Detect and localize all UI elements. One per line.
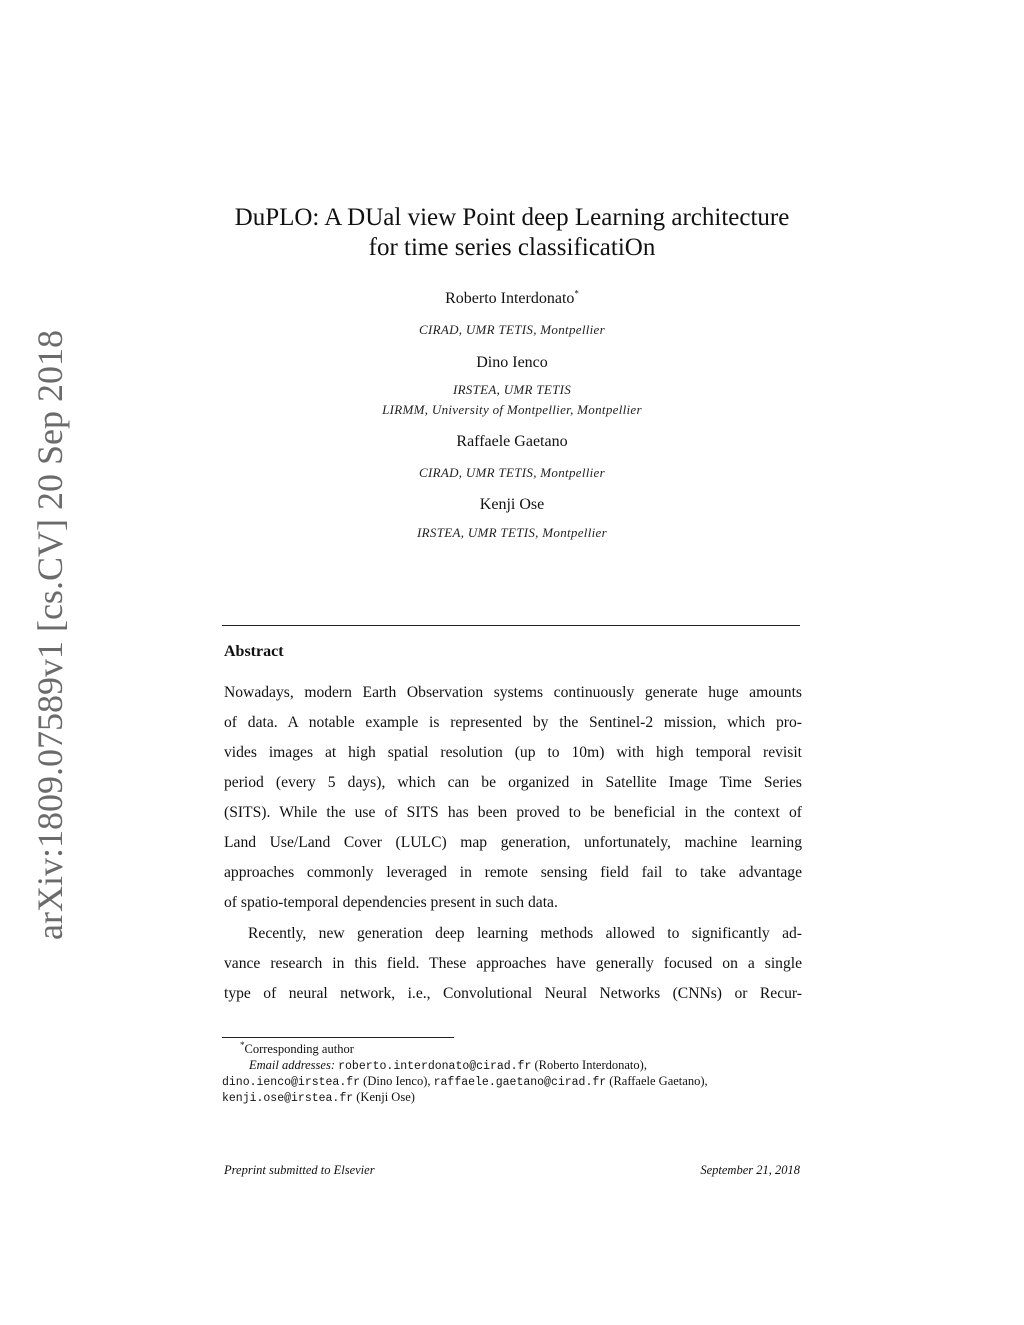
abstract-line: type of neural network, i.e., Convolutional Neural Networks (CNNs) or Recur-	[224, 985, 802, 1002]
footnote-emails-line-2: dino.ienco@irstea.fr (Dino Ienco), raffaele.gaetano@cirad.fr (Raffaele Gaetano),	[222, 1074, 708, 1089]
title-line-1: DuPLO: A DUal view Point deep Learning architecture	[234, 204, 790, 231]
author-name: Raffaele Gaetano	[456, 433, 568, 450]
author-name: Kenji Ose	[479, 496, 545, 513]
abstract-line: of data. A notable example is represented by the Sentinel-2 mission, which pro-	[224, 714, 802, 731]
footer-date: September 21, 2018	[700, 1163, 800, 1177]
abstract-line: of spatio-temporal dependencies present in such data.	[224, 894, 558, 911]
author-name: Dino Ienco	[476, 354, 548, 371]
abstract-top-rule	[222, 625, 800, 626]
author-name: Roberto Interdonato*	[445, 288, 579, 307]
author-affiliation: IRSTEA, UMR TETIS	[452, 382, 572, 397]
abstract-heading: Abstract	[224, 643, 284, 660]
title-line-2: for time series classificatiOn	[368, 234, 656, 261]
abstract-line: (SITS). While the use of SITS has been proved to be beneficial in the context of	[224, 804, 802, 821]
abstract-line: vides images at high spatial resolution (up to 10m) with high temporal revisit	[224, 744, 802, 761]
abstract-line: Land Use/Land Cover (LULC) map generation, unfortunately, machine learning	[224, 834, 802, 851]
arxiv-identifier: arXiv:1809.07589v1 [cs.CV] 20 Sep 2018	[30, 330, 70, 940]
footer-preprint-note: Preprint submitted to Elsevier	[224, 1163, 375, 1177]
author-affiliation: IRSTEA, UMR TETIS, Montpellier	[417, 525, 607, 540]
footnote-corresponding: *Corresponding author	[240, 1039, 354, 1056]
abstract-line: Nowadays, modern Earth Observation systems continuously generate huge amounts	[224, 684, 802, 701]
author-affiliation: CIRAD, UMR TETIS, Montpellier	[419, 465, 605, 480]
footnote-emails-line-1: Email addresses: roberto.interdonato@cirad.fr (Roberto Interdonato),	[249, 1058, 647, 1073]
abstract-line: approaches commonly leveraged in remote sensing field fail to take advantage	[224, 864, 802, 881]
paper-title	[212, 203, 812, 263]
footnote-emails-line-3: kenji.ose@irstea.fr (Kenji Ose)	[222, 1090, 415, 1105]
abstract-line: Recently, new generation deep learning methods allowed to significantly ad-	[248, 925, 802, 942]
author-affiliation: CIRAD, UMR TETIS, Montpellier	[419, 322, 605, 337]
author-affiliation: LIRMM, University of Montpellier, Montpellier	[382, 402, 642, 417]
footnote-rule	[222, 1037, 454, 1038]
abstract-line: period (every 5 days), which can be organized in Satellite Image Time Series	[224, 774, 802, 791]
abstract-line: vance research in this field. These approaches have generally focused on a single	[224, 955, 802, 972]
